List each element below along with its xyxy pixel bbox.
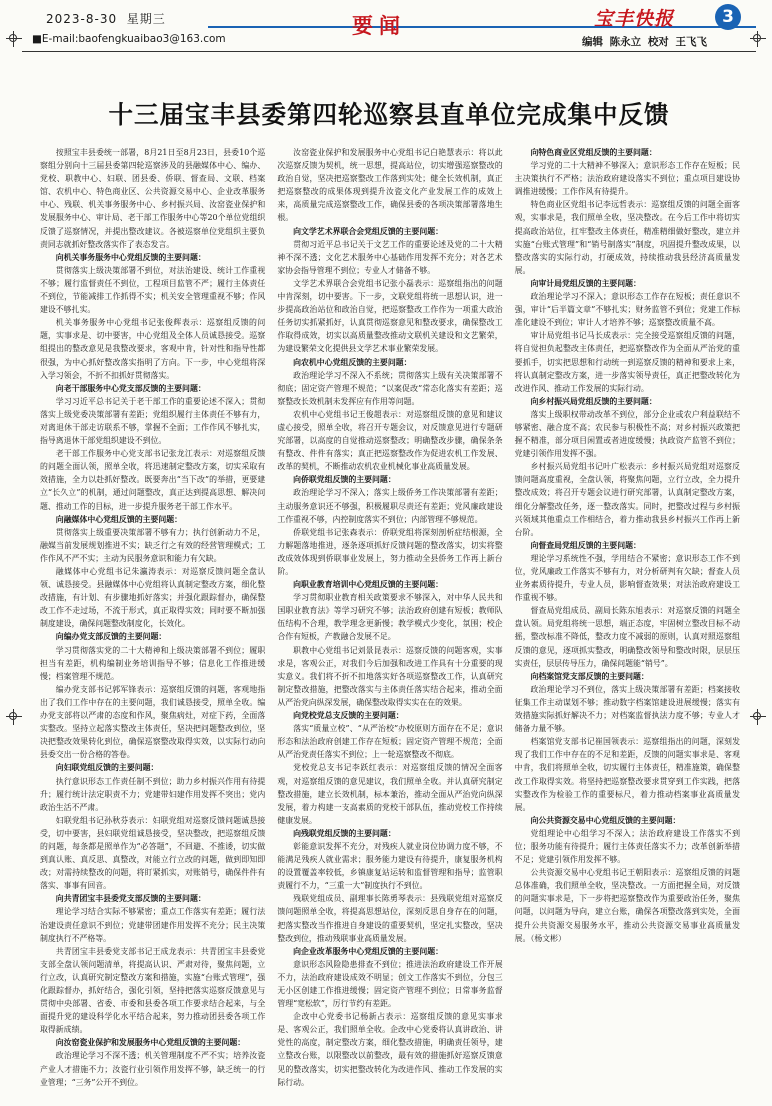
section-heading: 向共青团宝丰县委党支部反馈的主要问题： <box>55 894 206 904</box>
body-paragraph: 档案馆党支部书记崔国领表示：巡察组指出的问题，深刻发现了我们工作中存在的不足和差距，反馈的问题实事求是、客观中肯，我们将照单全收，切实履行主体责任，精准施策，确保整改工作取得实效。将坚持把巡察整改要求贯穿到工作实践，把落实整改作为检验工作的重要标尺，着力推动档案事业高质量发展。 <box>514 737 740 812</box>
crop-mark-right <box>750 709 766 725</box>
newspaper-logo: 宝丰快报 <box>594 8 675 30</box>
body-paragraph: 贯彻习近平总书记关于文艺工作的重要论述及党的二十大精神不深不透；文化艺术服务中心基础作用发挥不充分；对各艺术家协会指导管理不到位；专业人才储备不够。 <box>277 239 503 275</box>
section-heading: 向企业改革服务中心党组反馈的主要问题： <box>293 946 444 956</box>
proofreader-name: 王飞飞 <box>675 36 707 48</box>
section-heading: 向编办党支部反馈的主要问题： <box>55 632 167 642</box>
body-paragraph: 老干部工作服务中心党支部书记张龙江表示：对巡察组反馈的问题全面认领，照单全收，将迅速制定整改方案，切实采取有效措施，全力以赴抓好整改。既要奔出“当下改”的举措，更要建立“长久立”的机制，通过问题整改，真正达到提高思想、解决问题、推动工作的目标，进一步提升服务老干部工作水平。 <box>40 449 266 511</box>
issue-date <box>46 10 166 27</box>
weekday-text: 星期三 <box>126 12 166 26</box>
section-heading: 向融媒体中心党组反馈的主要问题： <box>55 514 183 524</box>
section-heading: 向妇联党组反馈的主要问题： <box>55 763 159 773</box>
body-paragraph: 理论学习结合实际不够紧密；重点工作落实有差距；履行法治建设责任意识不到位；党建带团建作用发挥不充分；民主决策制度执行不严格等。 <box>40 907 266 943</box>
body-paragraph: 学习贯彻落实党的二十大精神和上级决策部署不到位；履职担当有差距，机构编制业务培训指导不够；信息化工作推进缓慢；档案管理不规范。 <box>40 645 266 681</box>
body-paragraph: 贯彻落实上级重要决策部署不够有力；执行创新动力不足，融媒当前发展规划推进不实；缺乏行之有效的经营管理模式；工作作风不严不实；主动为民服务意识和能力有欠缺。 <box>40 527 266 563</box>
body-paragraph: 企改中心党委书记杨新占表示：巡察组反馈的意见实事求是、客观公正，我们照单全收。企改中心党委将认真讲政治、讲党性的高度，制定整改方案，细化整改措施，明确责任领导，建立整改台账，以限整改以前整改，最有效的措施抓好巡察反馈意见的整改落实，切实把整改转化为改进作风、推动工作发展的实际行动。 <box>277 1012 503 1087</box>
body-paragraph: 落实“质量立校”、“从严治校”办校原则方面存在不足；意识形态和法治政府创建工作存在短板；固定资产管理不规范；全面从严治党责任落实不到位；上一轮巡察整改不彻底。 <box>277 724 503 760</box>
body-paragraph: 特色商业区党组书记李远哲表示：巡察组反馈的问题全面客观，实事求是，我们照单全收，坚决整改。在今后工作中将切实提高政治站位，扛牢整改主体责任，精准精细做好整改，建立并实施“台账式管理”和“销号制落实”制度，巩固提升整改成果，以整改落实的实际行动，打硬成效，持续推动我县经济高质量发展。 <box>514 200 740 275</box>
body-paragraph: 党校党总支书记李跃红表示：对巡察组反馈的情况全面客观，对巡察组反馈的意见建议，我们照单全收。并认真研究制定整改措施，建立长效机制，标本兼治，推动全面从严治党向纵深发展，着力构建一支高素质的党校干部队伍，推动党校工作持续健康发展。 <box>277 763 503 825</box>
body-paragraph: 残联党组成员、副理事长陈勇琴表示：县残联党组对巡察反馈问题照单全收，将提高思想站位，深刻反思自身存在的问题，把落实整改当作推进自身建设的重要契机，坚定扎实整改，坚决整改到位，推动残联事业高质量发展。 <box>277 894 503 943</box>
body-paragraph: 落实上级职权带动改革不到位，部分企业或农户利益联结不够紧密、融合度不高；农民参与积极性不高；对乡村振兴政策把握不精准，部分项目闲置或者进度缓慢；执政资产监管不到位；党建引领作用发挥不强。 <box>514 409 740 459</box>
body-paragraph: 学习党的二十大精神不够深入；意识形态工作存在短板；民主决策执行不严格；法治政府建设落实不到位；重点项目建设协调推进缓慢；工作作风有待提升。 <box>514 161 740 197</box>
article-headline: 十三届宝丰县委第四轮巡察县直单位完成集中反馈 <box>108 100 670 129</box>
body-paragraph: 理论学习系统性不强，学用结合不紧密；意识形态工作不到位，党风廉政工作落实不够有力，对分析研判有欠缺；督查人员业务素质待提升，专业人员，影响督查效果；对法治政府建设工作重视不够。 <box>514 553 740 603</box>
section-heading: 向督查局党组反馈的主要问题： <box>530 540 641 550</box>
masthead <box>22 4 756 64</box>
body-paragraph: 党组理论中心组学习不深入；法治政府建设工作落实不到位；服务功能有待提升；履行主体责任落实不力；改革创新举措不足；党建引领作用发挥不够。 <box>514 828 740 865</box>
body-paragraph: 融媒体中心党组书记朱瀛涛表示：对巡察反馈问题全盘认领、诚恳接受。县融媒体中心党组将认真制定整改方案，细化整改措施，有计划、有步骤地抓好落实；并强化跟踪督办，确保整改工作不走过场，不流于形式，真正取得实效；同时要不断加强制度建设，确保问题整改制度化，长效化。 <box>40 567 266 629</box>
body-paragraph: 审计局党组书记马长成表示：完全接受巡察组反馈的问题，将自觉担负起整改主体责任，把巡察整改作为全面从严治党的重要抓手，切实把思想和行动统一到巡察反馈的精神和要求上来，将认真制定整改方案，进一步落实领导责任，真正把整改转化为改进作风、推动工作发展的实际行动。 <box>514 331 740 393</box>
page-number-badge: 3 <box>715 4 741 30</box>
body-paragraph: 公共资源交易中心党组书记王朝阳表示：巡察组反馈的问题总体准确，我们照单全收，坚决整改。一方面把握全局，对反馈的问题实事求是，下一步将把巡察整改作为重要政治任务，聚焦问题，以问题为导向，建立台账，确保各项整改落到实处，全面提升公共资源交易服务水平，推动公共资源交易事业高质量发展。（杨文彬） <box>514 868 740 943</box>
body-paragraph: 意识形态风险隐患排查不到位；推进法治政府建设工作开展不力，法治政府建设成效不明显；创文工作落实不到位，分包三无小区创建工作推进缓慢；固定资产管理不到位；日常事务监督管理“宽松软”，厉行节约有差距。 <box>277 959 503 1009</box>
section-heading: 向汝窑瓷业保护和发展服务中心党组反馈的主要问题： <box>55 1038 246 1048</box>
article-body <box>40 146 740 1098</box>
body-paragraph: 贯彻落实上级决策部署不到位，对法治建设、统计工作重视不够；履行监督责任不到位，工程项目监管不严；履行主体责任不到位，节能减排工作抓得不实；机关安全管理重视不够；作风建设不够扎实。 <box>40 265 266 315</box>
section-heading: 向党校党总支反馈的主要问题： <box>293 711 404 721</box>
body-paragraph: 政治理论学习不深入不系统；贯彻落实上级有关决策部署不彻底；固定资产管理不规范；“以案促改”常态化落实有差距；巡察整改长效机制未发挥应有作用等问题。 <box>277 370 503 406</box>
section-heading: 向公共资源交易中心党组反馈的主要问题： <box>530 815 681 825</box>
body-paragraph: 学习习近平总书记关于老干部工作的重要论述不深入；贯彻落实上级党委决策部署有差距；党组织履行主体责任不够有力，对离退休干部走访联系不够，掌握不全面；工作作风不够扎实，指导离退休干部党组织建设不到位。 <box>40 396 266 446</box>
section-title: 要闻 <box>352 14 406 38</box>
body-paragraph: 妇联党组书记孙秋芬表示：妇联党组对巡察反馈问题诚恳接受，切中要害，县妇联党组诚恳接受，坚决整改，把巡察组反馈的问题，每条都是照单作为“必答题”，不回避、不推诿，切实做到真认账、真反思、真整改，对能立行立改的问题，做到即知即改；对需持续整改的问题，将盯紧抓实，对账销号，确保件件有落实、事事有回音。 <box>40 815 266 891</box>
body-paragraph: 政治理论学习不到位，落实上级决策部署有差距；档案接收征集工作主动谋划不够；推动数字档案馆建设进展缓慢；落实有效措施实际抓好解决不力；对档案监督执法力度不够；专业人才储备力量不够。 <box>514 684 740 734</box>
section-heading: 向审计局党组反馈的主要问题： <box>530 278 641 288</box>
body-paragraph: 文学艺术界联合会党组书记张小磊表示：巡察组指出的问题中肯深刻，切中要害。下一步，文联党组将统一思想认识，进一步提高政治站位和政治自觉，把巡察整改工作作为一项重大政治任务切实抓紧抓好，认真贯彻巡察意见和整改要求，确保整改工作取得成效，切实以高质量整改推动文联机关建设和文艺繁荣，为建设繁荣文化提供县文学艺术事业繁荣发展。 <box>277 278 503 354</box>
body-paragraph: 职教中心党组书记刘景昆表示：巡察反馈的问题客观，实事求是，客观公正，对我们今后加强和改进工作具有十分重要的现实意义。我们将不折不扣地落实好各项巡察整改工作，认真研究制定整改措施，把整改落实与主体责任落实结合起来，推动全面从严治党向纵深发展，确保整改取得实实在在的效果。 <box>277 645 503 707</box>
body-paragraph: 编办党支部书记郭军锋表示：巡察组反馈的问题，客观地指出了我们工作中存在的主要问题，我们诚恳接受，照单全收。编办党支部将以严肃的态度和作风，聚焦病灶，对症下药，全面落实整改。坚持立起落实整改主体责任，坚决把问题整改到位，坚决把整改效果转化到位，确保巡察整改取得实效，以实际行动向县委交出一份合格的答卷。 <box>40 684 266 760</box>
section-heading: 向农机中心党组反馈的主要问题： <box>293 357 412 367</box>
section-heading: 向侨联党组反馈的主要问题： <box>293 475 396 485</box>
body-paragraph: 学习贯彻职业教育相关政策要求不够深入，对中华人民共和国职业教育法》等学习研究不够；法治政府创建有短板；教师队伍结构不合理，教学理念更新慢；教学模式少变化，氛围；校企合作有短板，产教融合发展不足。 <box>277 593 503 642</box>
section-heading: 向机关事务服务中心党组反馈的主要问题： <box>55 252 206 262</box>
editor-label: 编辑 <box>582 36 603 48</box>
body-paragraph: 督查局党组成员、副局长陈东旭表示：对巡察反馈的问题全盘认领。局党组将统一思想，端正态度，牢固树立整改目标不动摇，整改标准不降低，整改力度不减弱的原则，认真对照巡察组反馈的意见，逐项抓实整改，明确整改领导和整改时限，层层压实责任，层层传导压力，确保问题能“销号”。 <box>514 606 740 668</box>
body-paragraph: 政治理论学习不深不透；机关管理制度不严不实；培养汝瓷产业人才措施不力；汝瓷行业引领作用发挥不够，缺乏统一的行业管理；“三务”公开不到位。 <box>40 1051 266 1087</box>
section-heading: 向职业教育培训中心党组反馈的主要问题： <box>293 580 444 590</box>
body-paragraph: 乡村振兴局党组书记叶广松表示：乡村振兴局党组对巡察反馈问题高度重视，全盘认领，将聚焦问题，立行立改，全力提升整改成效；将召开专题会议进行研究部署，认真制定整改方案，细化分解整改任务，逐一整改落实。同时，把整改过程与乡村振兴领域其他重点工作相结合，着力推动我县乡村振兴工作再上新台阶。 <box>514 462 740 537</box>
editor-name: 陈永立 <box>609 36 642 48</box>
header-divider <box>22 51 756 52</box>
section-heading: 向残联党组反馈的主要问题： <box>293 828 396 838</box>
email-line: ■E-mail:baofengkuaibao3@163.com <box>32 33 226 45</box>
email-text: E-mail:baofengkuaibao3@163.com <box>41 33 226 45</box>
body-paragraph: 侨联党组书记张森表示：侨联党组将深刻剖析症结根源，全力解题落地推进，逐条逐项抓好反馈问题的整改落实，切实将整改成效体现到侨联事业发展上，努力推动全县侨务工作再上新台阶。 <box>277 527 503 576</box>
crop-mark-left <box>6 709 22 725</box>
body-paragraph: 按照宝丰县委统一部署，8月21日至8月23日，县委10个巡察组分别向十三届县委第四轮巡察涉及的县融媒体中心、编办、党校、职教中心、妇联、团县委、侨联、督查局、文联、档案馆、农机中心、特色商业区、公共资源交易中心、企业改革服务中心、残联、机关事务服务中心、乡村振兴局、汝窑瓷业保护和发展服务中心、审计局、老干部工作服务中心等20个单位党组织反馈了巡察情况，并提出整改建议。各被巡察单位党组织主要负责同志就抓好整改落实作了表态发言。 <box>40 148 266 249</box>
body-paragraph: 彰能意识发挥不充分，对残疾人就业岗位协调力度不够，不能满足残疾人就业需求；服务能力建设有待提升，康复服务机构的设置覆盖率较低，乡镇康复站运转和监督管理和指导；监管职责履行不力，“三重一大”制度执行不到位。 <box>277 841 503 891</box>
date-text: 2023-8-30 <box>46 12 118 26</box>
body-paragraph: 农机中心党组书记王俊超表示：对巡察组反馈的意见和建议虚心接受，照单全收，将召开专题会议，对反馈意见进行专题研究部署，以高度的自觉推动巡察整改；明确整改步骤，确保条条有整改、件件有落实；真正把巡察整改作为促进农机工作发展、改革的契机，不断推动农机农业机械化事业高质量发展。 <box>277 409 503 472</box>
body-paragraph: 机关事务服务中心党组书记张俊辉表示：巡察组反馈的问题，实事求是、切中要害，中心党组及全体人员诚恳接受。巡察组提出的整改意见是我整改要求，客观中肯，针对性和指导性都很强，为中心抓好整改落实指明了方向。下一步，中心党组将深入学习领会，不折不扣抓好贯彻落实。 <box>40 318 266 380</box>
body-paragraph: 政治理论学习不深入；意识形态工作存在短板；责任意识不强，审计“后半篇文章”不够扎实；财务监管不到位；党建工作标准化建设不到位；审计人才培养不够；巡察整改质量不高。 <box>514 292 740 328</box>
crop-mark-top-left <box>6 31 22 47</box>
proofreader-label: 校对 <box>647 36 669 48</box>
body-paragraph: 汝窑瓷业保护和发展服务中心党组书记白艳慧表示：将以此次巡察反馈为契机，统一思想，提高站位，切实增强巡察整改的政治自觉，坚决把巡察整改工作落到实处；健全长效机制，真正把巡察整改的成果体现到提升汝瓷文化产业发展工作的成效上来，高质量完成巡察整改工作，确保县委的各项决策部署落地生根。 <box>277 148 503 223</box>
body-paragraph: 执行意识形态工作责任制不到位；助力乡村振兴作用有待提升；履行统计法定职责不力；党建带妇建作用发挥不突出；党内政治生活不严肃。 <box>40 776 266 812</box>
section-heading: 向特色商业区党组反馈的主要问题： <box>530 148 657 157</box>
body-paragraph: 共青团宝丰县委党支部书记王成龙表示：共青团宝丰县委党支部全盘认领问题清单，将提高认识、严肃对待，聚焦问题，立行立改，认真研究制定整改方案和措施，实施“台账式管理”，强化跟踪督办，抓好结合，强化引领，坚持把落实巡察反馈意见与贯彻中央部署、省委、市委和县委各项工作要求结合起来，与全面提升党的建设科学化水平结合起来，努力推动团县委各项工作取得新成绩。 <box>40 946 266 1035</box>
section-heading: 向老干部服务中心党支部反馈的主要问题： <box>55 383 206 393</box>
body-paragraph: 政治理论学习不深入；落实上级侨务工作决策部署有差距；主动服务意识还不够强，积极履职尽责还有差距；党风廉政建设工作重视不够，内控制度落实不到位；内部管理不够规范。 <box>277 488 503 524</box>
section-heading: 向档案馆党支部反馈的主要问题： <box>530 671 649 681</box>
section-heading: 向乡村振兴局党组反馈的主要问题： <box>530 396 657 406</box>
editor-credits <box>582 34 707 49</box>
section-heading: 向文学艺术界联合会党组反馈的主要问题： <box>293 226 444 236</box>
